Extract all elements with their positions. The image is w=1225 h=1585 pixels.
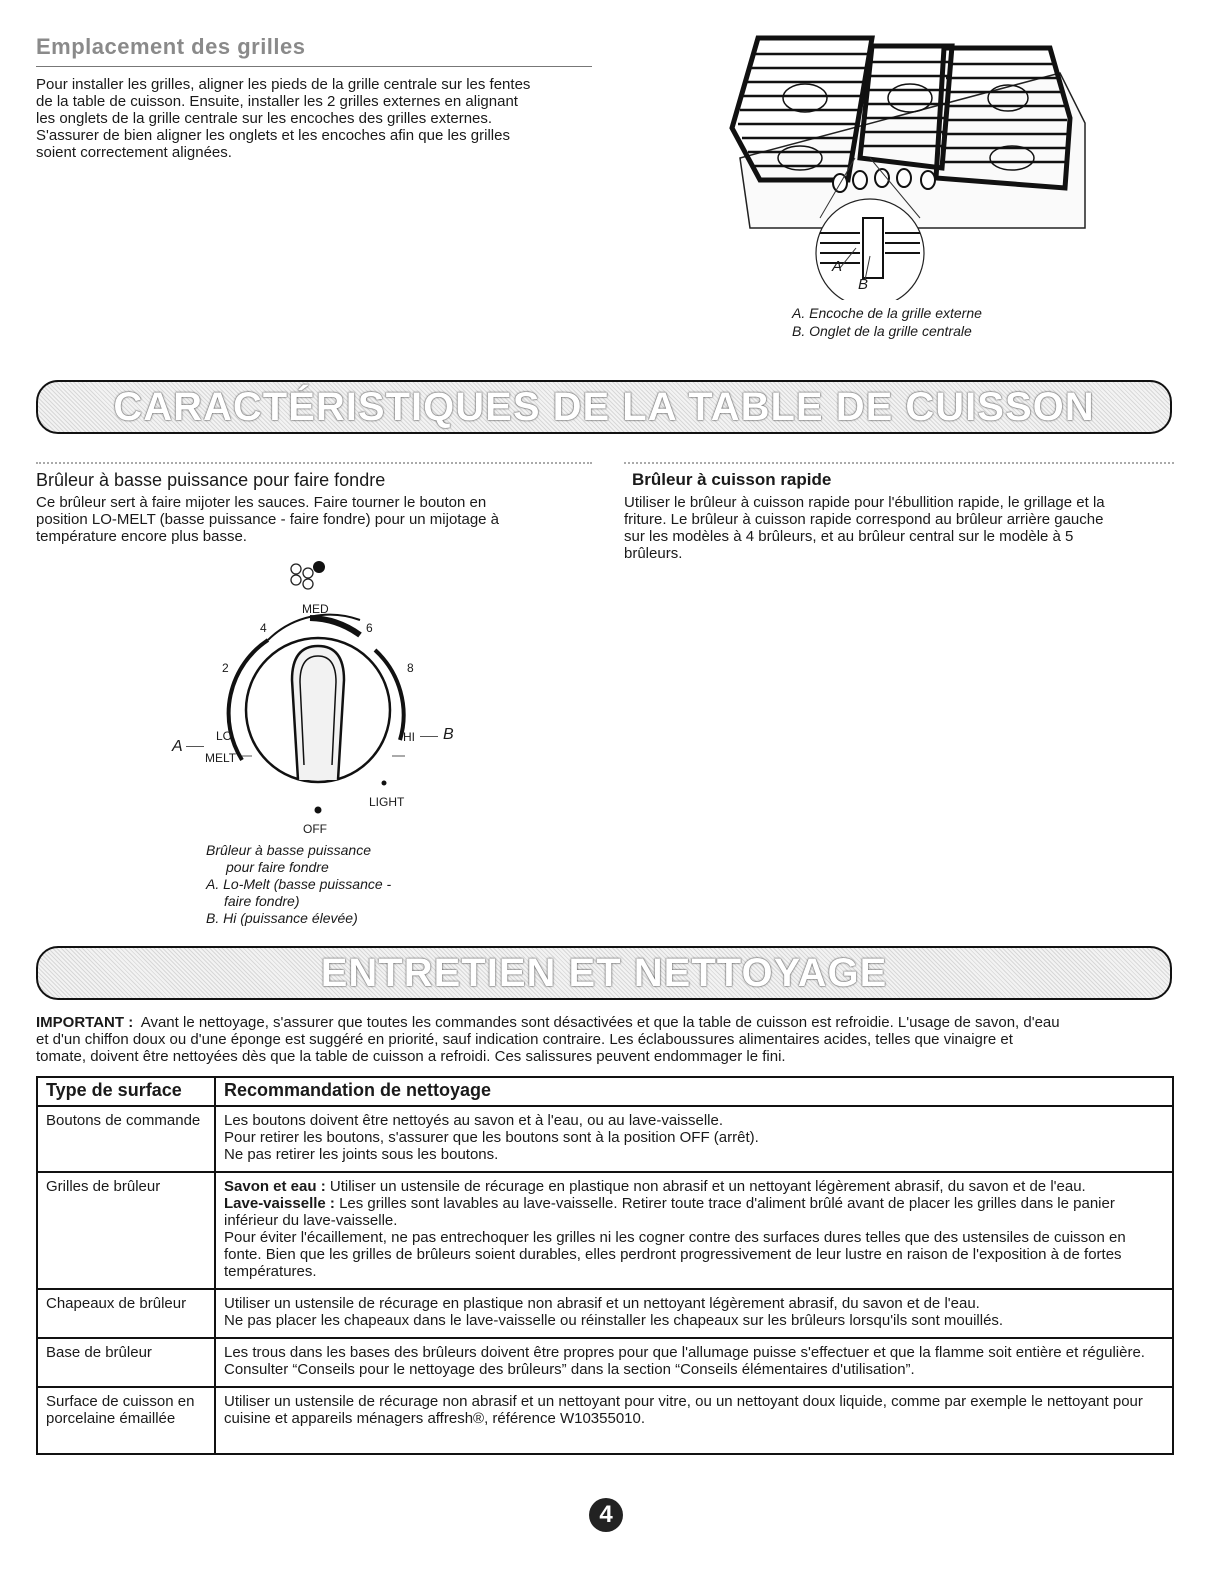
text-line: Les trous dans les bases des brûleurs doivent être propres pour que l'allumage puisse s'effectuer et que la flamme soit entière et régulière. (224, 1344, 1145, 1361)
important-note (36, 1014, 1181, 1065)
cooktop-grates-illustration (720, 28, 1090, 300)
caption-line: B. Hi (puissance élevée) (206, 910, 358, 926)
text-line: Les grilles sont lavables au lave-vaisselle. Retirer toute trace d'aliment brûlé avant de placer les grilles dans le panier inférieur du lave-vaisselle. (224, 1195, 1115, 1229)
text-line: température encore plus basse. (36, 528, 247, 545)
heading-rapide: Brûleur à cuisson rapide (632, 470, 832, 489)
table-row (37, 1338, 1173, 1387)
table-row (37, 1387, 1173, 1454)
rapide-paragraph (624, 494, 1184, 562)
table-header-row (37, 1077, 1173, 1106)
lomelt-paragraph (36, 494, 596, 545)
caption-line: faire fondre) (224, 893, 300, 909)
grilles-paragraph (36, 76, 592, 161)
cleaning-table (36, 1076, 1174, 1455)
text-line: friture. Le brûleur à cuisson rapide correspond au brûleur arrière gauche (624, 511, 1104, 528)
knob-caption (206, 842, 391, 927)
callout-line (420, 736, 438, 737)
surface-cell: Base de brûleur (37, 1338, 215, 1387)
text-line: Ne pas retirer les joints sous les boutons. (224, 1146, 499, 1163)
recommendation-cell (215, 1289, 1173, 1338)
knob-callout-b: B (443, 726, 454, 743)
knob-label-lo: LO (216, 729, 233, 743)
recommendation-cell (215, 1172, 1173, 1289)
figure-caption (792, 304, 982, 340)
text-line: Utiliser un ustensile de récurage en plastique non abrasif et un nettoyant légèrement abrasif, du savon et de l'eau. (224, 1295, 980, 1312)
knob-label-melt: MELT (205, 751, 237, 765)
knob-label-4: 4 (260, 621, 267, 635)
text-line: Ce brûleur sert à faire mijoter les sauces. Faire tourner le bouton en (36, 494, 487, 511)
surface-cell: Chapeaux de brûleur (37, 1289, 215, 1338)
recommendation-cell (215, 1338, 1173, 1387)
table-row (37, 1106, 1173, 1172)
text-line: Avant le nettoyage, s'assurer que toutes les commandes sont désactivées et que la table de cuisson est refroidie. L'usage de savon, d'eau (140, 1014, 1060, 1031)
divider (36, 462, 592, 464)
caption-line: pour faire fondre (226, 859, 329, 875)
column-header-recommendation: Recommandation de nettoyage (215, 1077, 1173, 1106)
section-title-grilles: Emplacement des grilles (36, 34, 306, 59)
knob-label-8: 8 (407, 661, 414, 675)
knob-label-hi: HI (403, 730, 415, 744)
detail-label-b: B (858, 276, 869, 293)
caption-line: Brûleur à basse puissance (206, 842, 371, 858)
knob-label-med: MED (302, 602, 329, 616)
table-row (37, 1172, 1173, 1289)
important-label: IMPORTANT : (36, 1014, 134, 1031)
text-line: de la table de cuisson. Ensuite, installer les 2 grilles externes en alignant (36, 93, 518, 110)
text-line: Utiliser un ustensile de récurage non abrasif et un nettoyant pour vitre, ou un nettoyant doux liquide, comme par exemple le nettoyant pour cuisine et appareils ménagers affresh®, référence W10355010. (224, 1393, 1143, 1427)
caption-b: B. Onglet de la grille centrale (792, 323, 972, 339)
heading-lomelt: Brûleur à basse puissance pour faire fondre (36, 470, 386, 490)
surface-cell: Boutons de commande (37, 1106, 215, 1172)
text-line: position LO-MELT (basse puissance - faire fondre) pour un mijotage à (36, 511, 500, 528)
divider (36, 66, 592, 67)
knob-label-6: 6 (366, 621, 373, 635)
text-line: soient correctement alignées. (36, 144, 232, 161)
text-line: Les boutons doivent être nettoyés au savon et à l'eau, ou au lave-vaisselle. (224, 1112, 724, 1129)
text-line: Utiliser un ustensile de récurage en plastique non abrasif et un nettoyant légèrement abrasif, du savon et de l'eau. (325, 1178, 1086, 1195)
recommendation-cell (215, 1387, 1173, 1454)
knob-label-2: 2 (222, 661, 229, 675)
text-line: tomate, doivent être nettoyées dès que la table de cuisson a refroidi. Ces salissures peuvent endommager le fini. (36, 1048, 786, 1065)
banner-title: ENTRETIEN ET NETTOYAGE (320, 950, 888, 995)
text-line: Ne pas placer les chapeaux dans le lave-vaisselle ou réinstaller les chapeaux sur les brûleurs lorsqu'ils sont mouillés. (224, 1312, 1004, 1329)
knob-callout-a: A (172, 738, 183, 755)
detail-label-a: A (832, 258, 843, 275)
callout-line (186, 746, 204, 747)
text-line: les onglets de la grille centrale sur les encoches des grilles externes. (36, 110, 493, 127)
divider (624, 462, 1174, 464)
text-line: Utiliser le brûleur à cuisson rapide pour l'ébullition rapide, le grillage et la (624, 494, 1105, 511)
table-row (37, 1289, 1173, 1338)
bold-label: Savon et eau : (224, 1178, 326, 1195)
knob-label-off: OFF (303, 822, 327, 836)
text-line: brûleurs. (624, 545, 683, 562)
section-banner-entretien (36, 946, 1172, 1000)
page-number: 4 (589, 1498, 623, 1532)
knob-label-light: LIGHT (369, 795, 405, 809)
caption-line: A. Lo-Melt (basse puissance - (206, 876, 392, 892)
text-line: S'assurer de bien aligner les onglets et les encoches afin que les grilles (36, 127, 510, 144)
column-header-surface: Type de surface (37, 1077, 215, 1106)
caption-a: A. Encoche de la grille externe (792, 305, 982, 321)
text-line: sur les modèles à 4 brûleurs, et au brûleur central sur le modèle à 5 (624, 528, 1074, 545)
recommendation-cell (215, 1106, 1173, 1172)
text-line: et d'un chiffon doux ou d'une éponge est suggéré en priorité, sauf indication contraire. Les éclaboussures alimentaires acides, telles que vinaigre et (36, 1031, 1013, 1048)
text-line: Pour éviter l'écaillement, ne pas entrechoquer les grilles ni les cogner contre des surfaces dures telles que des ustensiles de cuisson en fonte. Bien que les grilles de brûleurs soient durables, elles perdront progressivement de leur lustre en raison de l'exposition à de fortes températures. (224, 1229, 1126, 1280)
burner-knob-diagram (200, 560, 450, 820)
section-banner-caracteristiques (36, 380, 1172, 434)
banner-title: CARACTÉRISTIQUES DE LA TABLE DE CUISSON (113, 384, 1095, 429)
surface-cell: Grilles de brûleur (37, 1172, 215, 1289)
surface-cell: Surface de cuisson en porcelaine émaillée (37, 1387, 215, 1454)
text-line: Pour retirer les boutons, s'assurer que les boutons sont à la position OFF (arrêt). (224, 1129, 759, 1146)
bold-label: Lave-vaisselle : (224, 1195, 335, 1212)
text-line: Consulter “Conseils pour le nettoyage des brûleurs” dans la section “Conseils élémentaires d'utilisation”. (224, 1361, 915, 1378)
text-line: Pour installer les grilles, aligner les pieds de la grille centrale sur les fentes (36, 76, 531, 93)
